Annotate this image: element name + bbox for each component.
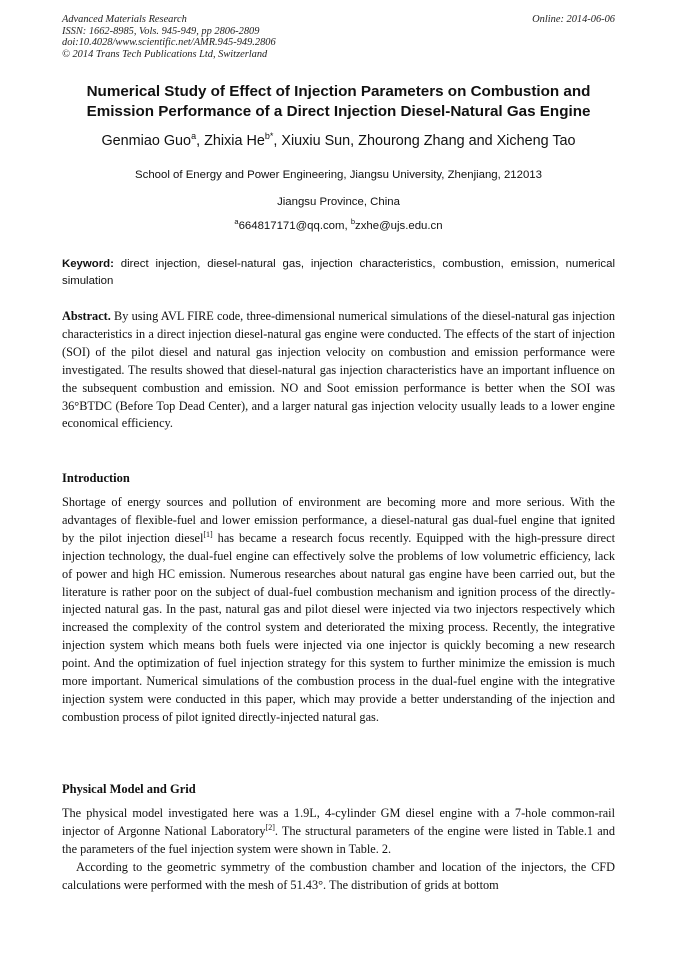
introduction-text-a: Shortage of energy sources and pollution of environment are becoming more and more serious. With the advantages of flexible-fuel and lower emission performance, a diesel-natural gas dual-fuel engine that ignited by the pilot injection diesel: [62, 495, 615, 545]
citation-1: [1]: [203, 529, 213, 539]
physical-model-body: [62, 805, 615, 859]
affiliation-line-1: School of Energy and Power Engineering, Jiangsu University, Zhenjiang, 212013: [135, 169, 542, 181]
author-1: Genmiao Guo: [101, 133, 192, 149]
physical-model-text-b: . The structural parameters of the engine were listed in Table.1 and the parameters of the fuel injection system were shown in Table. 2.: [62, 823, 615, 856]
physical-model-text-a: The physical model investigated here was a 1.9L, 4-cylinder GM diesel engine with a 7-hole common-rail injector of Argonne National Laboratory: [62, 806, 615, 838]
introduction-body: [62, 494, 615, 727]
journal-header: [62, 14, 615, 60]
email-b-mark: b: [350, 217, 356, 227]
author-2-mark: b*: [264, 131, 274, 142]
online-date: Online: 2014-06-06: [532, 14, 615, 25]
physical-model-para-2: According to the geometric symmetry of the combustion chamber and location of the injectors, the CFD calculations were performed with the mesh of 51.43°. The distribution of grids at bottom: [62, 860, 615, 892]
title-line-2: Emission Performance of a Direct Injection Diesel-Natural Gas Engine: [86, 103, 591, 120]
abstract-label: Abstract.: [62, 309, 111, 323]
journal-name: Advanced Materials Research: [62, 14, 187, 25]
keywords: [62, 256, 615, 290]
email-a-mark: a: [234, 217, 239, 227]
author-list: Genmiao Guo$^a$, Zhixia $He^{b*}$, Xiuxiu Sun, Zhourong Zhang and Xicheng Tao: [101, 131, 576, 149]
abstract: [62, 308, 615, 433]
introduction-text-b: has became a research focus recently. Equipped with the high-pressure direct injection technology, the dual-fuel engine can effectively solve the problems of low volumetric efficiency, lack of power and high HC emission. Numerous researches about natural gas engine have been carried out, but the literature is rather poor on the subject of dual-fuel combustion mechanism and ignition process of the directly-injected natural gas. In the past, natural gas and pilot diesel were injected via two injectors respectively which increased the complexity of the control system and deteriorated the mixing process. Recently, the integrative injection system which means both fuels were injected via one injector is quickly becoming a new research point. And the optimization of fuel injection strategy for this system to further minimize the emission is much more important. Numerical simulations of the combustion process in the dual-fuel engine with the integrative injection system were conducted in this paper, which may provide a better understanding of the injection and combustion process of pilot ignited directly-injected natural gas.: [62, 530, 615, 724]
affiliation-line-2: Jiangsu Province, China: [277, 196, 400, 208]
abstract-text: By using AVL FIRE code, three-dimensional numerical simulations of the diesel-natural gas injection characteristics in a direct injection diesel-natural gas engine were conducted. The effects of the start of injection (SOI) of the pilot diesel and natural gas injection velocity on combustion and emission performance were investigated. The results showed that diesel-natural gas injection characteristics have an important influence on the subsequent combustion and emission. NO and Soot emission performance is better when the SOI was 36°BTDC (Before Top Dead Center), and a larger natural gas injection velocity usually leads to a lower engine economical efficiency.: [62, 309, 615, 431]
email-a: 664817171@qq.com,: [238, 220, 351, 232]
email-line: [62, 219, 615, 233]
introduction-heading: Introduction: [62, 471, 130, 485]
keyword-label: Keyword:: [62, 258, 114, 270]
keyword-text: direct injection, diesel-natural gas, injection characteristics, combustion, emission, numerical simulation: [62, 258, 615, 287]
author-1-mark: a: [191, 131, 197, 142]
copyright-line: © 2014 Trans Tech Publications Ltd, Switzerland: [62, 48, 268, 60]
citation-2: [2]: [265, 822, 275, 832]
physical-model-heading: Physical Model and Grid: [62, 782, 196, 796]
doi-line: doi:10.4028/www.scientific.net/AMR.945-949.2806: [62, 37, 276, 49]
author-2: Zhixia He: [204, 133, 265, 149]
other-authors: , Xiuxiu Sun, Zhourong Zhang and Xicheng Tao: [273, 133, 576, 149]
email-b: zxhe@ujs.edu.cn: [355, 220, 443, 232]
paper-title: [62, 82, 615, 122]
issn-line: ISSN: 1662-8985, Vols. 945-949, pp 2806-2809: [62, 25, 260, 37]
title-line-1: Numerical Study of Effect of Injection Parameters on Combustion and: [86, 83, 591, 100]
